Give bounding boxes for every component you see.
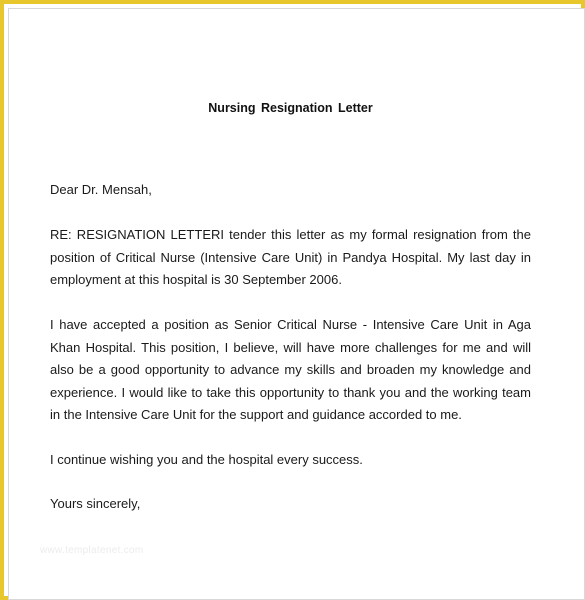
letter-paragraph-3: I continue wishing you and the hospital every success. (50, 452, 363, 467)
letter-paragraph-2: I have accepted a position as Senior Critical Nurse - Intensive Care Unit in Aga Khan Hospital. This position, I believe, will have more challenges for me and will also be a good opportunity to advance my skills and broaden my knowledge and experience. I would like to take this opportunity to thank you and the working team in the Intensive Care Unit for the support and guidance accorded to me. (50, 317, 531, 422)
letter-paragraph-1: RE: RESIGNATION LETTERI tender this letter as my formal resignation from the position of Critical Nurse (Intensive Care Unit) in Pandya Hospital. My last day in employment at this hospital is 30 September 2006. (50, 227, 531, 287)
letter-closing: Yours sincerely, (50, 496, 141, 511)
letter-title: Nursing Resignation Letter (208, 101, 373, 115)
letter-salutation: Dear Dr. Mensah, (50, 182, 152, 197)
watermark: www.templatenet.com (40, 545, 144, 556)
